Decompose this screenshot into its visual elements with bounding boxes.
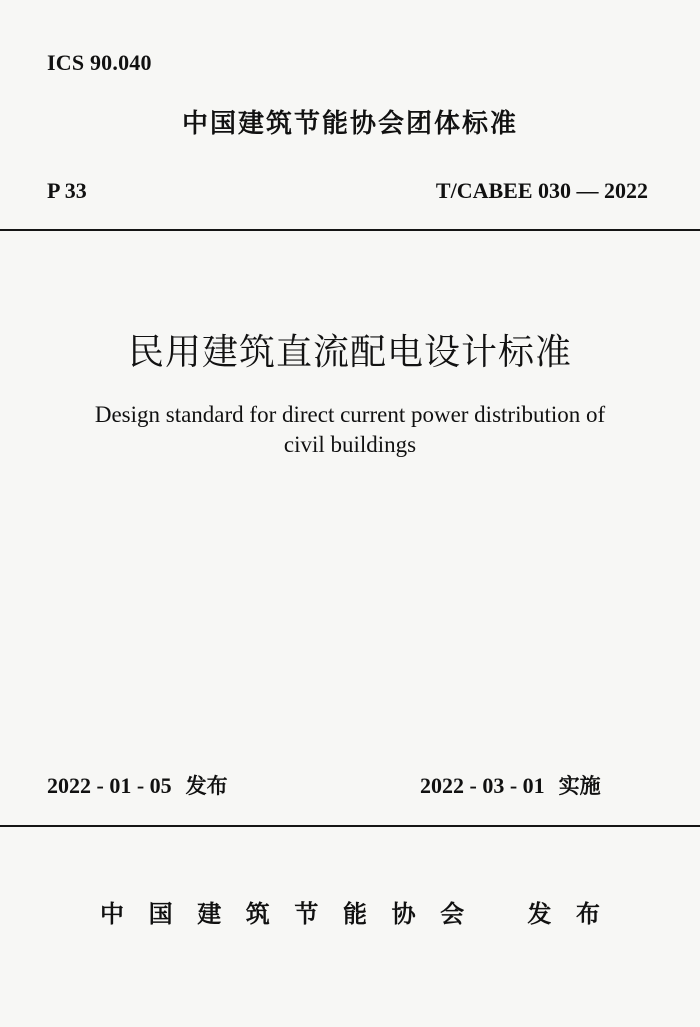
publisher-action-char: 发 [527,900,552,928]
bottom-divider [0,825,700,827]
standard-title-chinese: 民用建筑直流配电设计标准 [127,332,572,373]
publisher-char: 建 [197,900,222,928]
publisher-char: 节 [294,900,319,928]
publisher-char: 能 [342,900,367,928]
publish-label: 发布 [185,774,228,798]
english-title-line-2: civil buildings [283,432,417,457]
classification-code: P 33 [47,178,87,203]
ics-code: ICS 90.040 [47,50,152,75]
publish-date: 2022 - 01 - 05 [47,773,172,798]
standard-title-english [40,400,660,460]
english-title-line-1: Design standard for direct current power distribution of [94,402,606,427]
implement-date: 2022 - 03 - 01 [420,773,545,798]
publisher-action-char: 布 [575,900,600,928]
publisher-line [100,896,600,932]
standard-number: T/CABEE 030 — 2022 [435,178,648,203]
publish-date-block [47,770,228,802]
publisher-char: 筑 [245,900,270,928]
publisher-char: 中 [100,900,124,928]
publisher-char: 国 [148,900,173,928]
association-standard-heading: 中国建筑节能协会团体标准 [181,109,518,139]
top-divider [0,229,700,231]
implement-date-block [420,770,601,802]
publisher-char: 会 [440,900,465,928]
implement-label: 实施 [558,774,601,798]
publisher-spacer [489,896,503,932]
publisher-char: 协 [391,900,416,928]
